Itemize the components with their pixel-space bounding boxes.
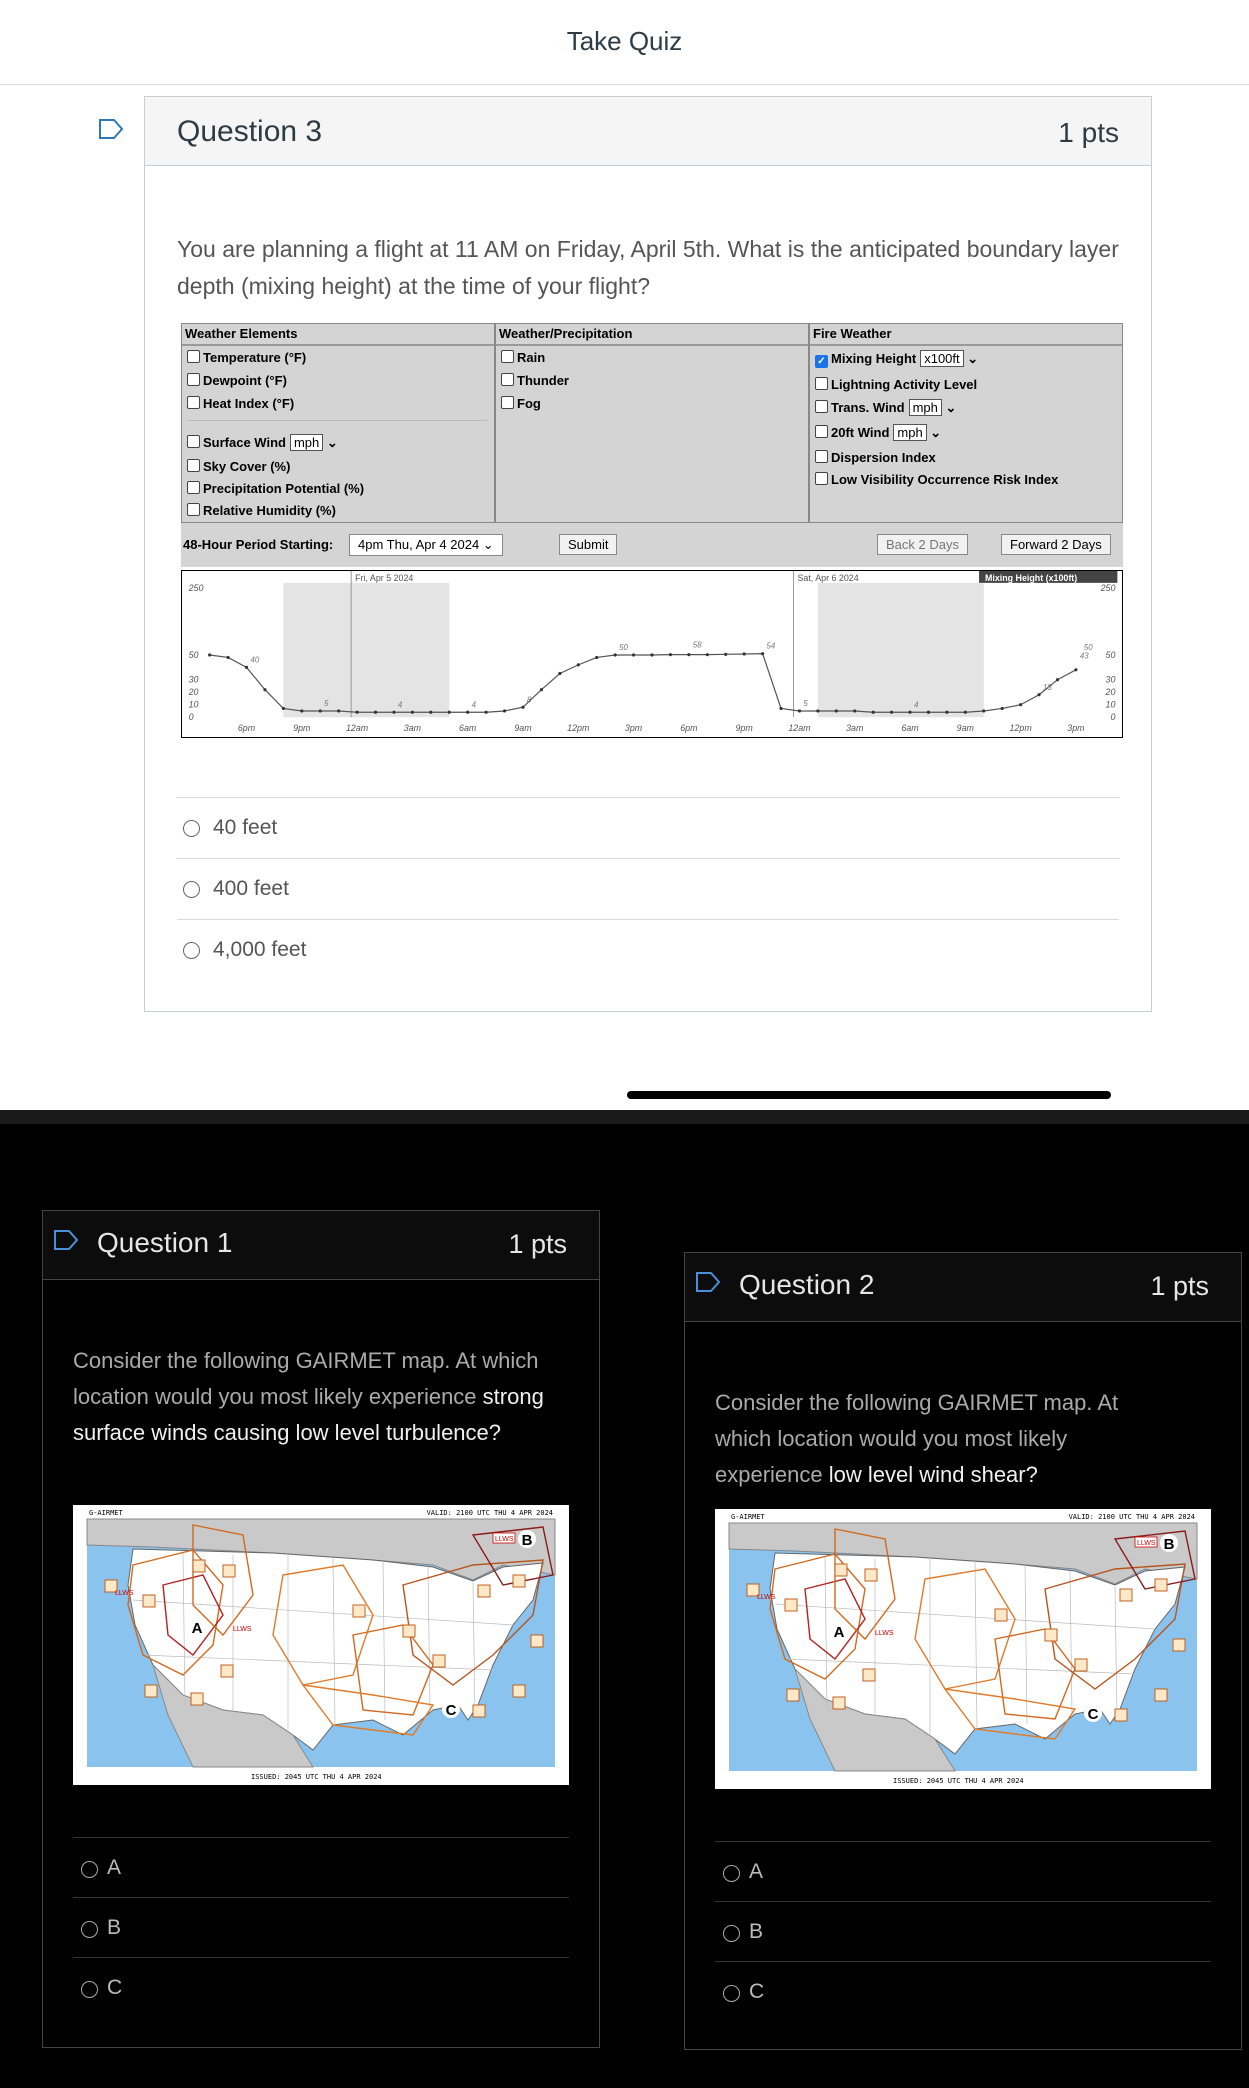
map-label: G-AIRMET [731,1513,765,1521]
checkbox-dispersion: Dispersion Index [815,450,936,465]
data-label: 18 [1043,682,1052,692]
checkbox-sky-cover: Sky Cover (%) [187,459,290,474]
x-tick-label: 9am [514,723,532,734]
x-tick-label: 12am [788,723,811,734]
data-label: 4 [913,700,919,710]
data-point [263,688,266,691]
data-label: 43 [1079,651,1089,661]
location-label-b: B [521,1532,533,1549]
hazard-icon-box [145,1685,157,1697]
answer-label: 4,000 feet [213,938,307,961]
x-tick-label: 12pm [567,723,590,734]
data-point [743,652,746,655]
x-tick-label: 12am [346,723,369,734]
data-label: 8 [526,695,532,705]
data-label: 50 [619,643,628,653]
map-issued-time: ISSUED: 2045 UTC THU 4 APR 2024 [251,1773,382,1781]
answer-label: A [107,1856,122,1879]
checkbox-rain: Rain [501,350,545,365]
location-label-a: A [191,1620,203,1637]
question-header [43,1211,599,1280]
data-point [816,709,819,712]
period-label: 48-Hour Period Starting: [183,537,334,552]
hazard-icon-box [513,1685,525,1697]
x-tick-label: 3pm [624,723,643,734]
data-point [208,653,211,656]
hazard-icon-box [1173,1639,1185,1651]
question-2-card [684,1252,1242,2050]
gairmet-map [715,1509,1211,1789]
forward-2-days-button: Forward 2 Days [1001,534,1111,555]
radio-button[interactable] [723,1925,740,1942]
question-text: Consider the following GAIRMET map. At which location would you most likely experience strong surface winds causing low level turbulence? [73,1348,544,1445]
data-point [392,711,395,714]
data-point [1074,668,1077,671]
checkbox-heat-index: Heat Index (°F) [187,396,294,411]
hazard-icon-box [833,1697,845,1709]
map-valid-time: VALID: 2100 UTC THU 4 APR 2024 [1068,1513,1195,1521]
data-point [779,707,782,710]
y-tick-label-right: 30 [1105,674,1116,685]
y-tick-label-left: 30 [188,674,199,685]
hazard-icon-box [143,1595,155,1607]
y-tick-label-right: 250 [1100,582,1116,593]
panel-header: Fire Weather [810,324,1122,346]
answer-option-a[interactable] [715,1841,1211,1902]
question-3-card [144,96,1152,1012]
location-label-a: A [833,1624,845,1641]
data-point [540,688,543,691]
radio-button[interactable] [183,881,200,898]
hazard-icon-box [1115,1709,1127,1721]
answer-option-a[interactable] [73,1837,569,1898]
radio-button[interactable] [81,1981,98,1998]
data-point [706,653,709,656]
data-point [798,709,801,712]
data-point [485,711,488,714]
period-select: 4pm Thu, Apr 4 2024 ⌄ [349,534,503,556]
data-point [761,652,764,655]
home-indicator [627,1091,1111,1099]
data-point [872,711,875,714]
data-point [1001,707,1004,710]
radio-button[interactable] [81,1861,98,1878]
data-label: 54 [766,641,776,651]
location-label-c: C [445,1702,457,1719]
answer-option-c[interactable] [715,1961,1211,2022]
hazard-icon-box [1155,1579,1167,1591]
flag-icon[interactable] [53,1229,79,1251]
x-tick-label: 9pm [735,723,753,734]
x-tick-label: 9am [956,723,974,734]
night-shade [283,583,449,717]
hazard-icon-box [478,1585,490,1597]
data-point [466,711,469,714]
checkbox-temperature: Temperature (°F) [187,350,306,365]
answer-option-b[interactable] [73,1897,569,1958]
hazard-icon-box [835,1564,847,1576]
llws-tag: LLWS [495,1536,514,1543]
fire-weather-panel [809,323,1123,523]
hazard-icon-box [473,1705,485,1717]
data-point [577,663,580,666]
checkbox-surface-wind: Surface Wind mph ⌄ [187,434,338,451]
radio-button[interactable] [183,942,200,959]
x-tick-label: 6pm [237,723,256,734]
question-1-card [42,1210,600,2048]
location-label-c: C [1087,1706,1099,1723]
y-tick-label-right: 20 [1105,687,1116,698]
question-points: 1 pts [1058,117,1119,148]
data-point [669,653,672,656]
forecast-graph-image [181,323,1123,737]
night-shade [818,583,984,717]
x-tick-label: 6am [459,723,477,734]
data-point [319,709,322,712]
checkbox-trans-wind: Trans. Wind mph ⌄ [815,399,956,416]
data-label: 50 [1083,643,1093,653]
data-point [521,706,524,709]
radio-button[interactable] [723,1865,740,1882]
hazard-icon-box [193,1560,205,1572]
llws-tag: LLWS [233,1626,252,1633]
question-title: Question 2 [739,1269,875,1300]
data-point [908,711,911,714]
data-point [945,711,948,714]
data-point [890,711,893,714]
hazard-icon-box [221,1665,233,1677]
y-tick-label-left: 10 [188,699,199,710]
answer-label: B [749,1920,764,1943]
y-tick-label-left: 250 [188,582,204,593]
answer-option-b[interactable] [715,1901,1211,1962]
map-valid-time: VALID: 2100 UTC THU 4 APR 2024 [426,1509,553,1517]
x-tick-label: 6am [901,723,919,734]
checkbox-precip-potential: Precipitation Potential (%) [187,481,364,496]
data-point [650,653,653,656]
data-point [982,709,985,712]
data-point [1019,703,1022,706]
hazard-icon-box [1075,1659,1087,1671]
weather-precip-panel [495,323,809,523]
answer-label: C [107,1976,123,1999]
hazard-icon-box [787,1689,799,1701]
map-label: G-AIRMET [89,1509,123,1517]
llws-tag: LLWS [875,1630,894,1637]
data-point [448,711,451,714]
question-header [145,97,1151,166]
hazard-icon-box [353,1605,365,1617]
answer-option-c[interactable] [73,1957,569,2018]
hazard-icon-box [513,1575,525,1587]
data-point [374,711,377,714]
answer-label: C [749,1980,765,2003]
answer-option-40ft[interactable] [177,797,1119,859]
data-point [927,711,930,714]
data-point [300,709,303,712]
radio-button[interactable] [81,1921,98,1938]
hazard-icon-box [865,1569,877,1581]
x-tick-label: 3pm [1067,723,1085,734]
data-label: 5 [324,699,329,709]
checkbox-fog: Fog [501,396,541,411]
y-tick-label-left: 50 [188,649,199,660]
hazard-icon-box [995,1609,1007,1621]
hazard-icon-box [223,1565,235,1577]
checkbox-dewpoint: Dewpoint (°F) [187,373,287,388]
location-label-b: B [1163,1536,1175,1553]
data-label: 58 [692,640,702,650]
data-point [227,656,230,659]
radio-button[interactable] [183,820,200,837]
x-tick-label: 6pm [680,723,698,734]
answer-label: A [749,1860,764,1883]
gairmet-map [73,1505,569,1785]
hazard-icon-box [1045,1629,1057,1641]
data-point [282,707,285,710]
y-tick-label-left: 20 [188,687,199,698]
day-label: Fri, Apr 5 2024 [355,572,414,583]
checkbox-20ft-wind: 20ft Wind mph ⌄ [815,424,941,441]
llws-tag: LLWS [757,1594,776,1601]
answer-option-4000ft[interactable] [177,919,1119,981]
question-points: 1 pts [1150,1271,1209,1301]
data-point [595,656,598,659]
data-point [632,653,635,656]
section-divider [0,1110,1249,1124]
hazard-icon-box [403,1625,415,1637]
data-point [429,711,432,714]
data-point [687,653,690,656]
data-point [964,711,967,714]
y-tick-label-left: 0 [188,712,194,723]
day-label: Sat, Apr 6 2024 [797,572,859,583]
question-title: Question 3 [177,115,323,148]
period-controls [181,523,1123,567]
data-point [245,666,248,669]
y-tick-label-right: 0 [1110,712,1116,723]
data-label: 5 [803,699,808,709]
panel-header: Weather/Precipitation [496,324,808,346]
data-point [337,709,340,712]
radio-button[interactable] [723,1985,740,2002]
weather-elements-panel [181,323,495,523]
hazard-icon-box [863,1669,875,1681]
data-point [411,711,414,714]
question-text: Consider the following GAIRMET map. At which location would you most likely experience low level wind shear? [715,1390,1119,1487]
submit-button: Submit [559,534,617,555]
flag-icon[interactable] [98,118,124,140]
data-label: 4 [397,700,403,710]
data-label: 4 [471,700,477,710]
data-point [853,709,856,712]
hazard-icon-box [191,1693,203,1705]
flag-icon[interactable] [695,1271,721,1293]
checkbox-relative-humidity: Relative Humidity (%) [187,503,336,518]
data-point [835,709,838,712]
mixing-height-chart [181,570,1123,738]
chart-title: Mixing Height (x100ft) [984,572,1078,583]
data-point [724,653,727,656]
data-point [1056,678,1059,681]
question-text: You are planning a flight at 11 AM on Friday, April 5th. What is the anticipated boundary layer depth (mixing height) at the time of your flight? [177,236,1119,299]
back-2-days-button: Back 2 Days [877,534,968,555]
data-point [356,711,359,714]
hazard-icon-box [1120,1589,1132,1601]
question-header [685,1253,1241,1322]
hazard-icon-box [1155,1689,1167,1701]
hazard-icon-box [785,1599,797,1611]
data-point [558,672,561,675]
x-tick-label: 3am [403,723,422,734]
data-point [503,709,506,712]
top-bar [0,0,1249,85]
x-tick-label: 9pm [293,723,311,734]
map-issued-time: ISSUED: 2045 UTC THU 4 APR 2024 [893,1777,1024,1785]
x-tick-label: 12pm [1009,723,1032,734]
data-point [1037,693,1040,696]
x-tick-label: 3am [846,723,864,734]
checkbox-low-visibility: Low Visibility Occurrence Risk Index [815,472,1058,487]
answer-label: B [107,1916,122,1939]
llws-tag: LLWS [1137,1540,1156,1547]
data-point [614,653,617,656]
answer-label: 400 feet [213,877,289,900]
y-tick-label-right: 50 [1105,649,1116,660]
answer-label: 40 feet [213,816,278,839]
checkbox-thunder: Thunder [501,373,569,388]
llws-tag: LLWS [115,1590,134,1597]
question-title: Question 1 [97,1227,233,1258]
question-points: 1 pts [508,1229,567,1259]
checkbox-lightning: Lightning Activity Level [815,377,977,392]
checkbox-mixing-height: ✓ Mixing Height x100ft ⌄ [815,350,978,368]
hazard-icon-box [531,1635,543,1647]
answer-option-400ft[interactable] [177,858,1119,920]
data-label: 40 [250,655,260,665]
panel-header: Weather Elements [182,324,494,346]
y-tick-label-right: 10 [1105,699,1116,710]
hazard-icon-box [433,1655,445,1667]
page-title: Take Quiz [566,26,683,56]
